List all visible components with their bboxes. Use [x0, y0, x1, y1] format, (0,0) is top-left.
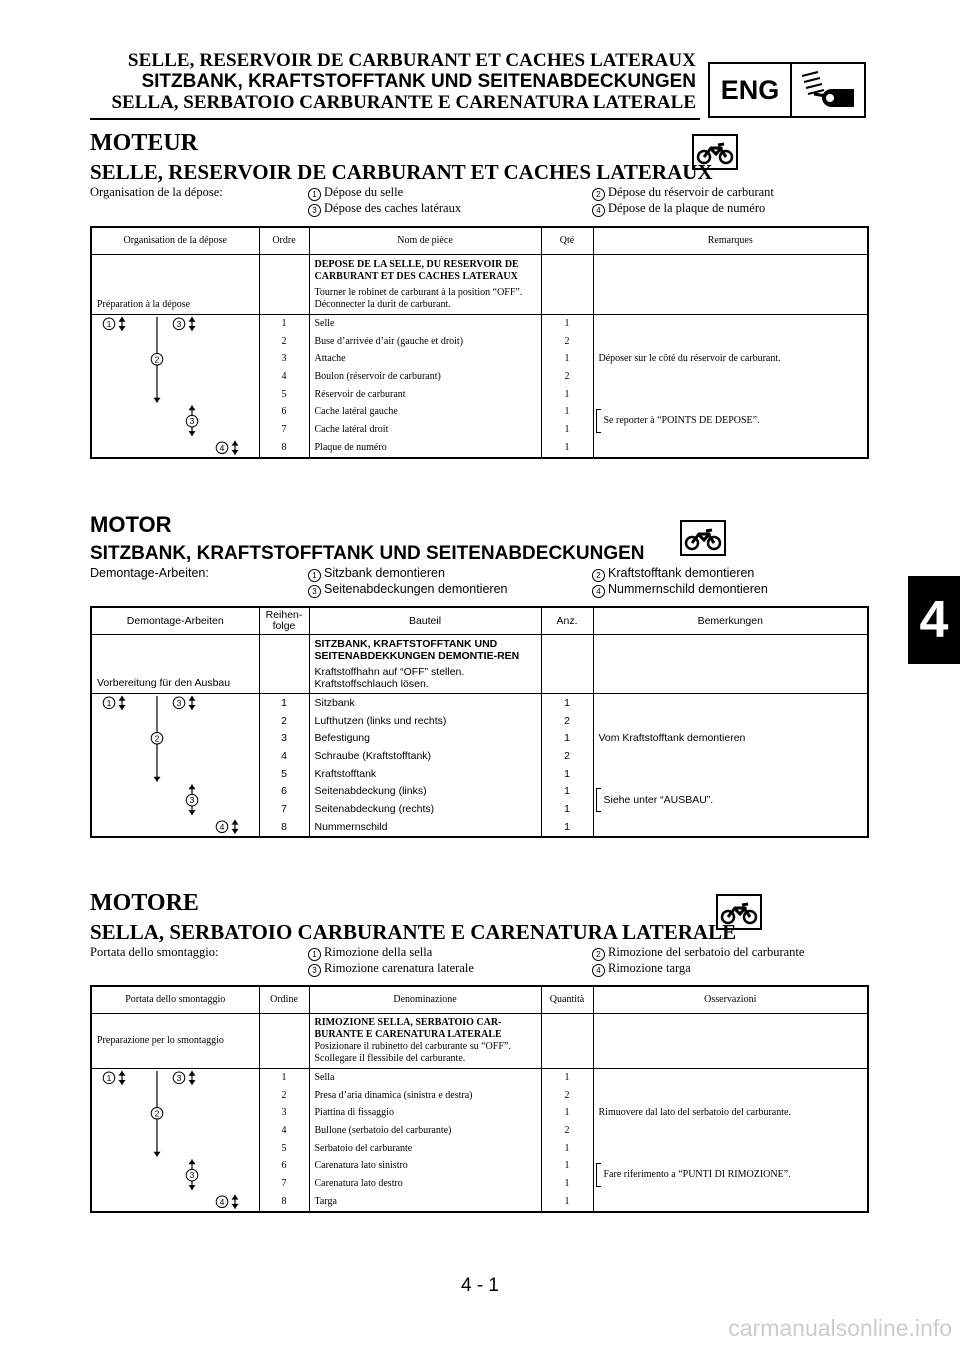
step-3-marker-label: 3 [176, 697, 182, 708]
table-row: 8 Nummernschild 1 [91, 818, 868, 837]
part-name: Sella [309, 1069, 541, 1087]
col-header: Portata dello smontaggio [91, 986, 259, 1014]
step-4-arrow-arrowhead-down [232, 829, 239, 834]
prep-steps: Posizionare il rubinetto del carburante su “OFF”. Scollegare il flessibile del carburante. [314, 1041, 511, 1064]
table-row: 2 Presa d’aria dinamica (sinistra e destra) 2 [91, 1087, 868, 1105]
section-de [90, 512, 870, 566]
step-4-arrow-arrowhead-up [232, 820, 239, 825]
remark-a: Rimuovere dal lato del serbatoio del carburante. [593, 1069, 868, 1158]
prep-title: SITZBANK, KRAFTSTOFFTANK UND SEITENABDEKKUNGEN DEMONTIE-REN [314, 638, 520, 662]
step-3b-marker-label: 3 [189, 416, 195, 427]
part-name: Seitenabdeckung (rechts) [309, 800, 541, 818]
org-label: Demontage-Arbeiten: [90, 566, 209, 580]
step-1-arrow-arrowhead-up [119, 696, 126, 701]
part-name: Bullone (serbatoio del carburante) [309, 1122, 541, 1140]
org-item-2: Kraftstofftank demontieren [608, 566, 755, 580]
page-number: 4 - 1 [460, 1275, 500, 1296]
org-item-2: Rimozione del serbatoio del carburante [608, 945, 805, 959]
part-name: Befestigung [309, 729, 541, 747]
part-name: Presa d’aria dinamica (sinistra e destra) [309, 1087, 541, 1105]
step-1-marker: 1 [308, 948, 321, 961]
prep-row [91, 255, 868, 315]
step-3-top-arrow-arrowhead-down [189, 1080, 196, 1085]
parts-table-fr [90, 226, 869, 459]
step-1-arrow-arrowhead-down [119, 705, 126, 710]
col-header: Demontage-Arbeiten [91, 607, 259, 635]
step-1-marker-label: 1 [106, 318, 112, 329]
part-name: Sitzbank [309, 694, 541, 712]
col-header: Reihen- folge [259, 607, 309, 635]
step-3-arrow-arrowhead-down [189, 1185, 196, 1190]
page-header [90, 50, 696, 113]
table-row: 1 3 2 3 4 1 Sella 1 Rimuovere dal lato del serbatoio del carburante. [91, 1069, 868, 1087]
step-3-marker-label: 3 [176, 318, 182, 329]
step-4-marker-label: 4 [219, 442, 225, 453]
prep-row [91, 635, 868, 694]
step-3-top-arrow-arrowhead-down [189, 326, 196, 331]
prep-title: DEPOSE DE LA SELLE, DU RESERVOIR DE CARBURANT ET DES CACHES LATERAUX [314, 258, 519, 282]
section-subtitle: SELLE, RESERVOIR DE CARBURANT ET CACHES LATERAUX [90, 160, 713, 184]
section-title: MOTORE [90, 890, 199, 916]
part-name: Targa [309, 1193, 541, 1212]
step-3-marker: 3 [308, 964, 321, 977]
section-subtitle: SITZBANK, KRAFTSTOFFTANK UND SEITENABDECKUNGEN [90, 543, 645, 564]
table-row: 4 Bullone (serbatoio del carburante) 2 [91, 1122, 868, 1140]
step-2-marker-label: 2 [154, 733, 160, 744]
step-1-marker: 1 [308, 188, 321, 201]
step-4-arrow-arrowhead-down [232, 1204, 239, 1209]
step-2-marker: 2 [592, 188, 605, 201]
remark-b: Siehe unter “AUSBAU”. [593, 782, 868, 817]
step-2-arrow-arrowhead-down [154, 398, 161, 403]
step-3b-marker-label: 3 [189, 1170, 195, 1181]
part-name: Kraftstofftank [309, 765, 541, 783]
wrench-engine-icon [792, 64, 864, 116]
step-3-marker: 3 [308, 585, 321, 598]
part-name: Piattina di fissaggio [309, 1104, 541, 1122]
step-2-marker: 2 [592, 948, 605, 961]
col-header: Ordine [259, 986, 309, 1014]
table-row: 1 3 2 3 4 1 Sitzbank 1 Vom Kraftstofftank demontieren [91, 694, 868, 712]
table-row: 6 Seitenabdeckung (links) 1 Siehe unter “AUSBAU”. [91, 782, 868, 800]
table-row: 7 Seitenabdeckung (rechts) 1 [91, 800, 868, 818]
part-name: Réservoir de carburant [309, 386, 541, 404]
section-subtitle: SELLA, SERBATOIO CARBURANTE E CARENATURA LATERALE [90, 920, 737, 944]
part-name: Cache latéral droit [309, 421, 541, 439]
part-name: Plaque de numéro [309, 439, 541, 458]
col-header: Remarques [593, 227, 868, 255]
part-name: Boulon (réservoir de carburant) [309, 368, 541, 386]
col-header: Quantità [541, 986, 593, 1014]
org-item-2: Dépose du réservoir de carburant [608, 185, 774, 199]
step-3-arrow-arrowhead-down [189, 431, 196, 436]
table-row: 4 Schraube (Kraftstofftank) 2 [91, 747, 868, 765]
step-2-marker: 2 [592, 569, 605, 582]
step-4-arrow-arrowhead-up [232, 441, 239, 446]
part-name: Schraube (Kraftstofftank) [309, 747, 541, 765]
header-title-fr: SELLE, RESERVOIR DE CARBURANT ET CACHES LATERAUX [127, 50, 696, 71]
remark-a: Vom Kraftstofftank demontieren [593, 694, 868, 783]
org-item-3: Dépose des caches latéraux [324, 201, 462, 215]
table-header-row [91, 986, 868, 1014]
prep-row [91, 1014, 868, 1069]
step-4-marker: 4 [592, 964, 605, 977]
part-name: Serbatoio del carburante [309, 1140, 541, 1158]
sequence-diagram [91, 694, 259, 837]
col-header: Anz. [541, 607, 593, 635]
col-header: Bauteil [309, 607, 541, 635]
step-2-marker-label: 2 [154, 354, 160, 365]
sequence-diagram [91, 315, 259, 458]
table-row: 4 Boulon (réservoir de carburant) 2 [91, 368, 868, 386]
prep-title: RIMOZIONE SELLA, SERBATOIO CAR-BURANTE E CARENATURA LATERALE [314, 1017, 502, 1040]
org-label: Portata dello smontaggio: [90, 945, 219, 959]
eng-label: ENG [710, 64, 792, 116]
table-row: 2 Lufthutzen (links und rechts) 2 [91, 712, 868, 730]
part-name: Seitenabdeckung (links) [309, 782, 541, 800]
step-4-marker-label: 4 [219, 821, 225, 832]
part-name: Carenatura lato sinistro [309, 1157, 541, 1175]
step-2-arrow-arrowhead-down [154, 777, 161, 782]
table-row: 1 3 2 3 4 1 Selle 1 Déposer sur le côté du réservoir de carburant. [91, 315, 868, 333]
motorcycle-icon [680, 520, 726, 556]
org-item-1: Dépose du selle [324, 185, 404, 199]
org-label: Organisation de la dépose: [90, 185, 223, 199]
section-fr [90, 130, 870, 184]
parts-table-it [90, 985, 869, 1213]
step-3-marker-label: 3 [176, 1072, 182, 1083]
step-1-arrow-arrowhead-down [119, 326, 126, 331]
chapter-tab: 4 [908, 576, 960, 664]
step-4-arrow-arrowhead-down [232, 450, 239, 455]
table-header-row [91, 607, 868, 635]
step-3-top-arrow-arrowhead-up [189, 1071, 196, 1076]
section-title: MOTOR [90, 512, 172, 537]
table-row: 5 Réservoir de carburant 1 [91, 386, 868, 404]
table-row: 7 Cache latéral droit 1 [91, 421, 868, 439]
col-header: Osservazioni [593, 986, 868, 1014]
table-row: 6 Carenatura lato sinistro 1 Fare riferimento a “PUNTI DI RIMOZIONE”. [91, 1157, 868, 1175]
prep-label: Vorbereitung für den Ausbau [91, 635, 259, 694]
table-row: 8 Targa 1 [91, 1193, 868, 1212]
col-header: Ordre [259, 227, 309, 255]
prep-steps: Kraftstoffhahn auf “OFF” stellen. Kraftstoffschlauch lösen. [314, 666, 465, 690]
step-1-marker-label: 1 [106, 1072, 112, 1083]
table-row: 3 Befestigung 1 [91, 729, 868, 747]
part-name: Cache latéral gauche [309, 403, 541, 421]
org-item-1: Sitzbank demontieren [324, 566, 445, 580]
part-name: Buse d’arrivée d’air (gauche et droit) [309, 333, 541, 351]
org-item-4: Rimozione targa [608, 961, 691, 975]
col-header: Bemerkungen [593, 607, 868, 635]
table-row: 8 Plaque de numéro 1 [91, 439, 868, 458]
part-name: Carenatura lato destro [309, 1175, 541, 1193]
org-item-1: Rimozione della sella [324, 945, 433, 959]
step-1-arrow-arrowhead-up [119, 1071, 126, 1076]
step-4-marker: 4 [592, 585, 605, 598]
step-1-marker-label: 1 [106, 697, 112, 708]
header-title-de: SITZBANK, KRAFTSTOFFTANK UND SEITENABDECKUNGEN [141, 71, 696, 92]
remark-a: Déposer sur le côté du réservoir de carburant. [593, 315, 868, 404]
table-row: 6 Cache latéral gauche 1 Se reporter à “POINTS DE DEPOSE”. [91, 403, 868, 421]
table-row: 7 Carenatura lato destro 1 [91, 1175, 868, 1193]
step-3-top-arrow-arrowhead-down [189, 705, 196, 710]
step-4-arrow-arrowhead-up [232, 1195, 239, 1200]
step-2-arrow-arrowhead-down [154, 1152, 161, 1157]
step-3-marker: 3 [308, 204, 321, 217]
col-header: Nom de pièce [309, 227, 541, 255]
step-4-marker: 4 [592, 204, 605, 217]
eng-chapter-box [708, 62, 866, 118]
part-name: Nummernschild [309, 818, 541, 837]
org-item-4: Dépose de la plaque de numéro [608, 201, 766, 215]
prep-steps: Tourner le robinet de carburant à la position “OFF”. Déconnecter la durit de carburant. [314, 286, 523, 310]
col-header: Organisation de la dépose [91, 227, 259, 255]
step-2-marker-label: 2 [154, 1108, 160, 1119]
part-name: Lufthutzen (links und rechts) [309, 712, 541, 730]
org-item-3: Seitenabdeckungen demontieren [324, 582, 508, 596]
table-header-row [91, 227, 868, 255]
step-3-arrow-arrowhead-up [189, 1159, 196, 1164]
col-header: Qté [541, 227, 593, 255]
table-row: 2 Buse d’arrivée d’air (gauche et droit) 2 [91, 333, 868, 351]
table-row: 3 Attache 1 [91, 350, 868, 368]
step-3-arrow-arrowhead-up [189, 405, 196, 410]
prep-label: Preparazione per lo smontaggio [91, 1014, 259, 1069]
parts-table-de [90, 606, 869, 838]
step-3b-marker-label: 3 [189, 795, 195, 806]
sequence-diagram [91, 1069, 259, 1212]
step-4-marker-label: 4 [219, 1196, 225, 1207]
step-1-arrow-arrowhead-down [119, 1080, 126, 1085]
step-1-arrow-arrowhead-up [119, 317, 126, 322]
table-row: 3 Piattina di fissaggio 1 [91, 1104, 868, 1122]
part-name: Selle [309, 315, 541, 333]
org-item-3: Rimozione carenatura laterale [324, 961, 474, 975]
prep-label: Préparation à la dépose [91, 255, 259, 315]
step-1-marker: 1 [308, 569, 321, 582]
part-name: Attache [309, 350, 541, 368]
header-title-it: SELLA, SERBATOIO CARBURANTE E CARENATURA LATERALE [111, 92, 696, 113]
motorcycle-icon [716, 894, 762, 930]
watermark: carmanualsonline.info [728, 1315, 952, 1341]
remark-b: Fare riferimento a “PUNTI DI RIMOZIONE”. [593, 1157, 868, 1192]
step-3-arrow-arrowhead-up [189, 784, 196, 789]
remark-b: Se reporter à “POINTS DE DEPOSE”. [593, 403, 868, 438]
col-header: Denominazione [309, 986, 541, 1014]
step-3-top-arrow-arrowhead-up [189, 696, 196, 701]
motorcycle-icon [692, 134, 738, 170]
step-3-arrow-arrowhead-down [189, 810, 196, 815]
table-row: 5 Kraftstofftank 1 [91, 765, 868, 783]
section-title: MOTEUR [90, 130, 198, 156]
step-3-top-arrow-arrowhead-up [189, 317, 196, 322]
table-row: 5 Serbatoio del carburante 1 [91, 1140, 868, 1158]
header-rule [90, 118, 700, 120]
org-item-4: Nummernschild demontieren [608, 582, 768, 596]
